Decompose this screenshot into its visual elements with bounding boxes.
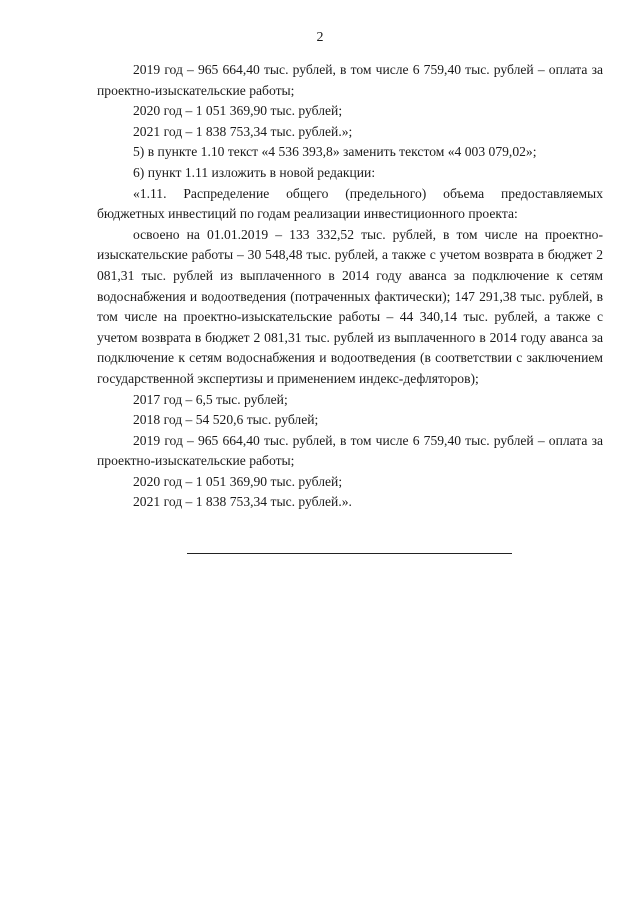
paragraph-2021-funding: 2021 год – 1 838 753,34 тыс. рублей.»; — [133, 123, 353, 139]
end-of-text-divider — [187, 553, 512, 554]
paragraph-2019-funding-repeat: 2019 год – 965 664,40 тыс. рублей, в том числе 6 759,40 тыс. рублей – оплата за проектно-изыскательские работы; — [97, 432, 603, 469]
paragraph-2020-funding: 2020 год – 1 051 369,90 тыс. рублей; — [133, 103, 343, 119]
paragraph-2017-funding: 2017 год – 6,5 тыс. рублей; — [133, 391, 288, 407]
paragraph-item-5: 5) в пункте 1.10 текст «4 536 393,8» заменить текстом «4 003 079,02»; — [133, 144, 537, 160]
paragraph-2019-funding: 2019 год – 965 664,40 тыс. рублей, в том числе 6 759,40 тыс. рублей – оплата за проектно-изыскательские работы; — [97, 62, 603, 98]
paragraph-mastered-funds: освоено на 01.01.2019 – 133 332,52 тыс. рублей, в том числе на проектно-изыскательские работы – 30 548,48 тыс. рублей, а также с учетом возврата в бюджет 2 081,31 тыс. рублей из выплаченного в 2014 году аванса за подключение к сетям водоснабжения и водоотведения (потраченных фактически); 147 291,38 тыс. рублей, в том числе на проектно-изыскательские работы – 44 340,14 тыс. рублей, а также с учетом возврата в бюджет 2 081,31 тыс. рублей из выплаченного в 2014 году аванса за подключение к сетям водоснабжения и водоотведения (в соответствии с заключением государственной экспертизы и применением индекс-дефляторов); — [97, 226, 603, 386]
paragraph-2018-funding: 2018 год – 54 520,6 тыс. рублей; — [133, 412, 319, 428]
paragraph-2021-funding-repeat: 2021 год – 1 838 753,34 тыс. рублей.». — [133, 494, 352, 510]
paragraph-item-6: 6) пункт 1.11 изложить в новой редакции: — [133, 164, 376, 180]
paragraph-section-1-11: «1.11. Распределение общего (предельного) объема предоставляемых бюджетных инвестиций по годам реализации инвестиционного проекта: — [97, 185, 603, 222]
document-body — [97, 60, 603, 513]
page-number: 2 — [316, 30, 324, 45]
paragraph-2020-funding-repeat: 2020 год – 1 051 369,90 тыс. рублей; — [133, 473, 343, 489]
